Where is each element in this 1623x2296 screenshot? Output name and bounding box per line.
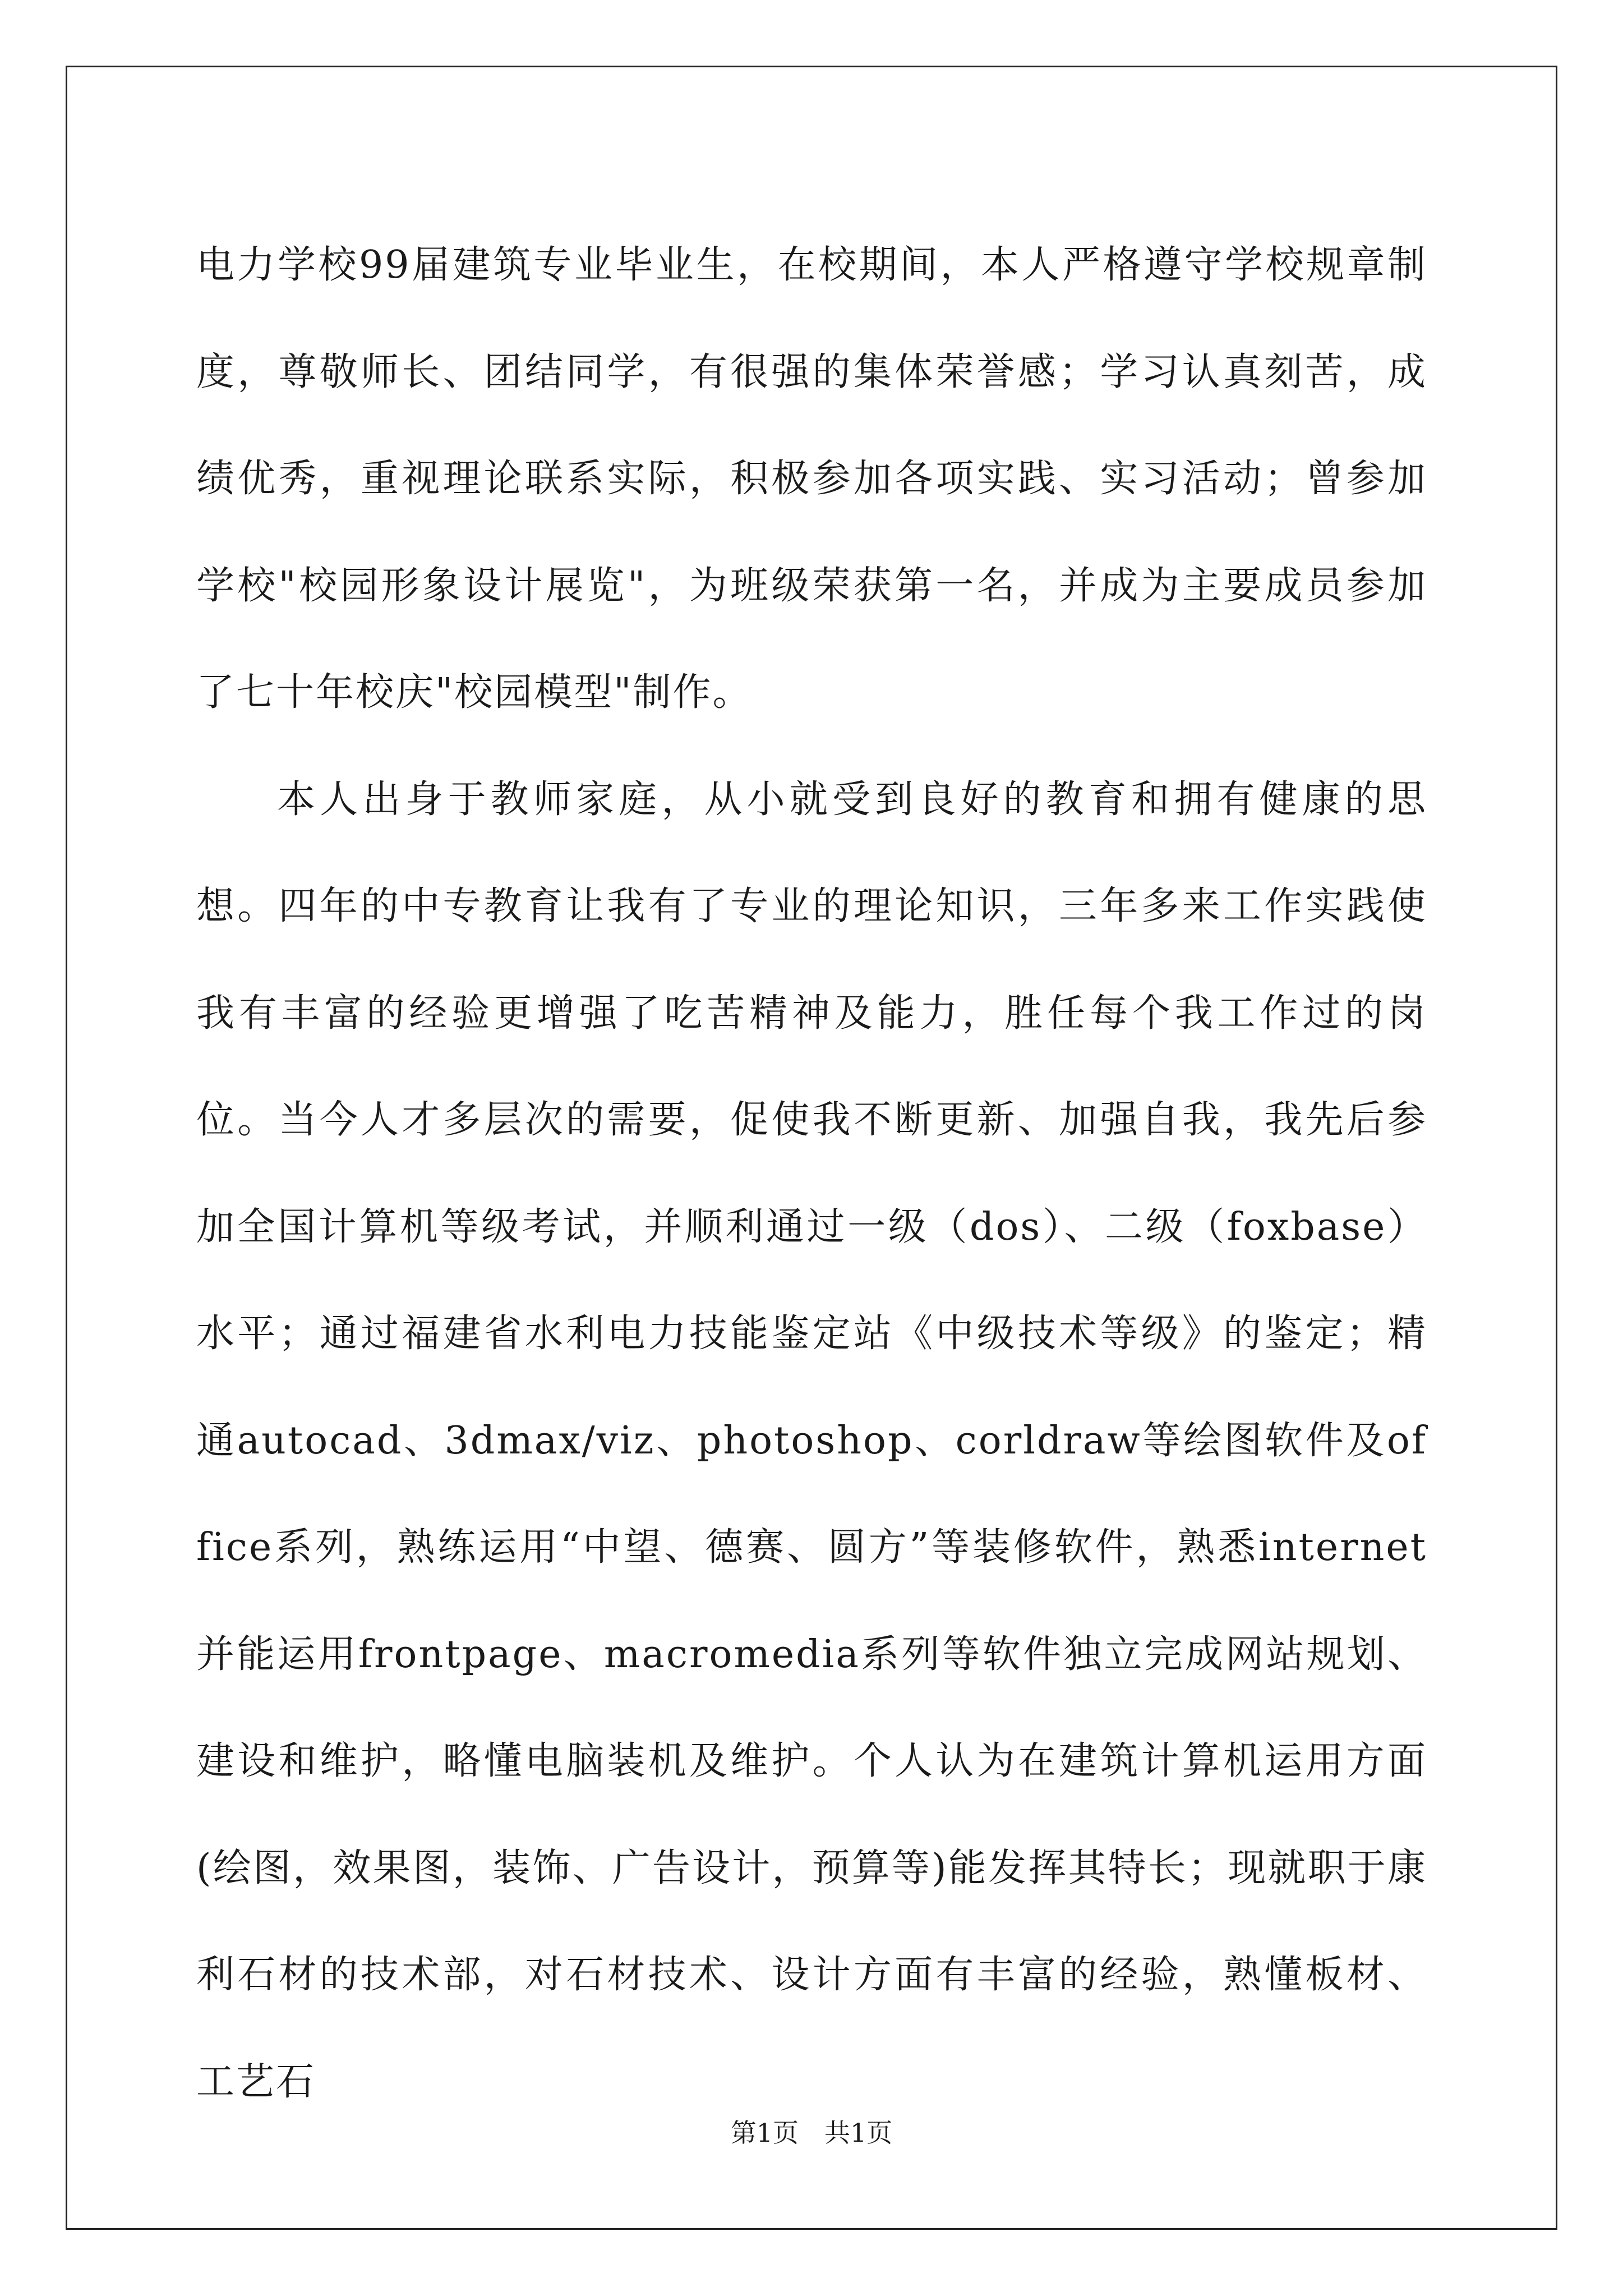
paragraph-2: 本人出身于教师家庭，从小就受到良好的教育和拥有健康的思想。四年的中专教育让我有了专业的理论知识，三年多来工作实践使我有丰富的经验更增强了吃苦精神及能力，胜任每个我工作过的岗位。当今人才多层次的需要，促使我不断更新、加强自我，我先后参加全国计算机等级考试，并顺利通过一级（dos）、二级（foxbase）水平；通过福建省水利电力技能鉴定站《中级技术等级》的鉴定；精通autocad、3dmax/viz、photoshop、corldraw等绘图软件及office系列，熟练运用“中望、德赛、圆方”等装修软件，熟悉internet并能运用frontpage、macromedia系列等软件独立完成网站规划、建设和维护，略懂电脑装机及维护。个人认为在建筑计算机运用方面(绘图，效果图，装饰、广告设计，预算等)能发挥其特长；现就职于康利石材的技术部，对石材技术、设计方面有丰富的经验，熟懂板材、工艺石	[196, 777, 1427, 2104]
paragraph-1: 电力学校99届建筑专业毕业生，在校期间，本人严格遵守学校规章制度，尊敬师长、团结同学，有很强的集体荣誉感；学习认真刻苦，成绩优秀，重视理论联系实际，积极参加各项实践、实习活动；曾参加学校"校园形象设计展览"，为班级荣获第一名，并成为主要成员参加了七十年校庆"校园模型"制作。	[196, 243, 1427, 715]
document-body	[196, 212, 1427, 2136]
page-footer: 第1页 共1页	[730, 2118, 893, 2148]
